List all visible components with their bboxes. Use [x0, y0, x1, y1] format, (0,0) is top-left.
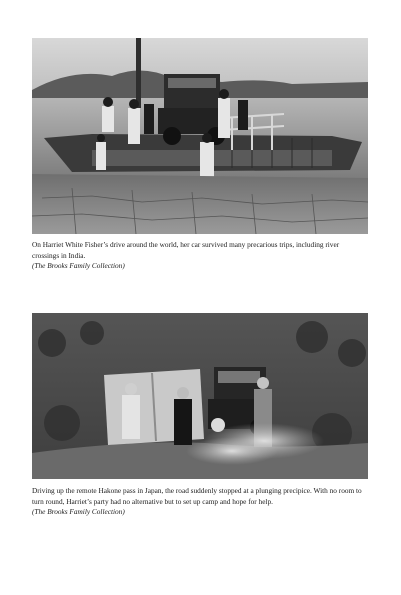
hakone-camp-caption: [32, 486, 368, 518]
hakone-camp-photo-image: [32, 313, 368, 479]
ferry-photo-caption: [32, 240, 368, 272]
ferry-caption-text: On Harriet White Fisher’s drive around the world, her car survived many precarious trips, including river crossings in India.: [32, 240, 340, 260]
ferry-photo-image: [32, 38, 368, 234]
ferry-photo: [32, 38, 368, 234]
hakone-photo-credit: (The Brooks Family Collection): [32, 507, 125, 517]
hakone-camp-photo: [32, 313, 368, 479]
hakone-caption-text: Driving up the remote Hakone pass in Japan, the road suddenly stopped at a plunging precipice. With no room to turn round, Harriet’s party had no alternative but to set up camp and hope for help.: [32, 486, 362, 506]
ferry-photo-credit: (The Brooks Family Collection): [32, 261, 125, 271]
